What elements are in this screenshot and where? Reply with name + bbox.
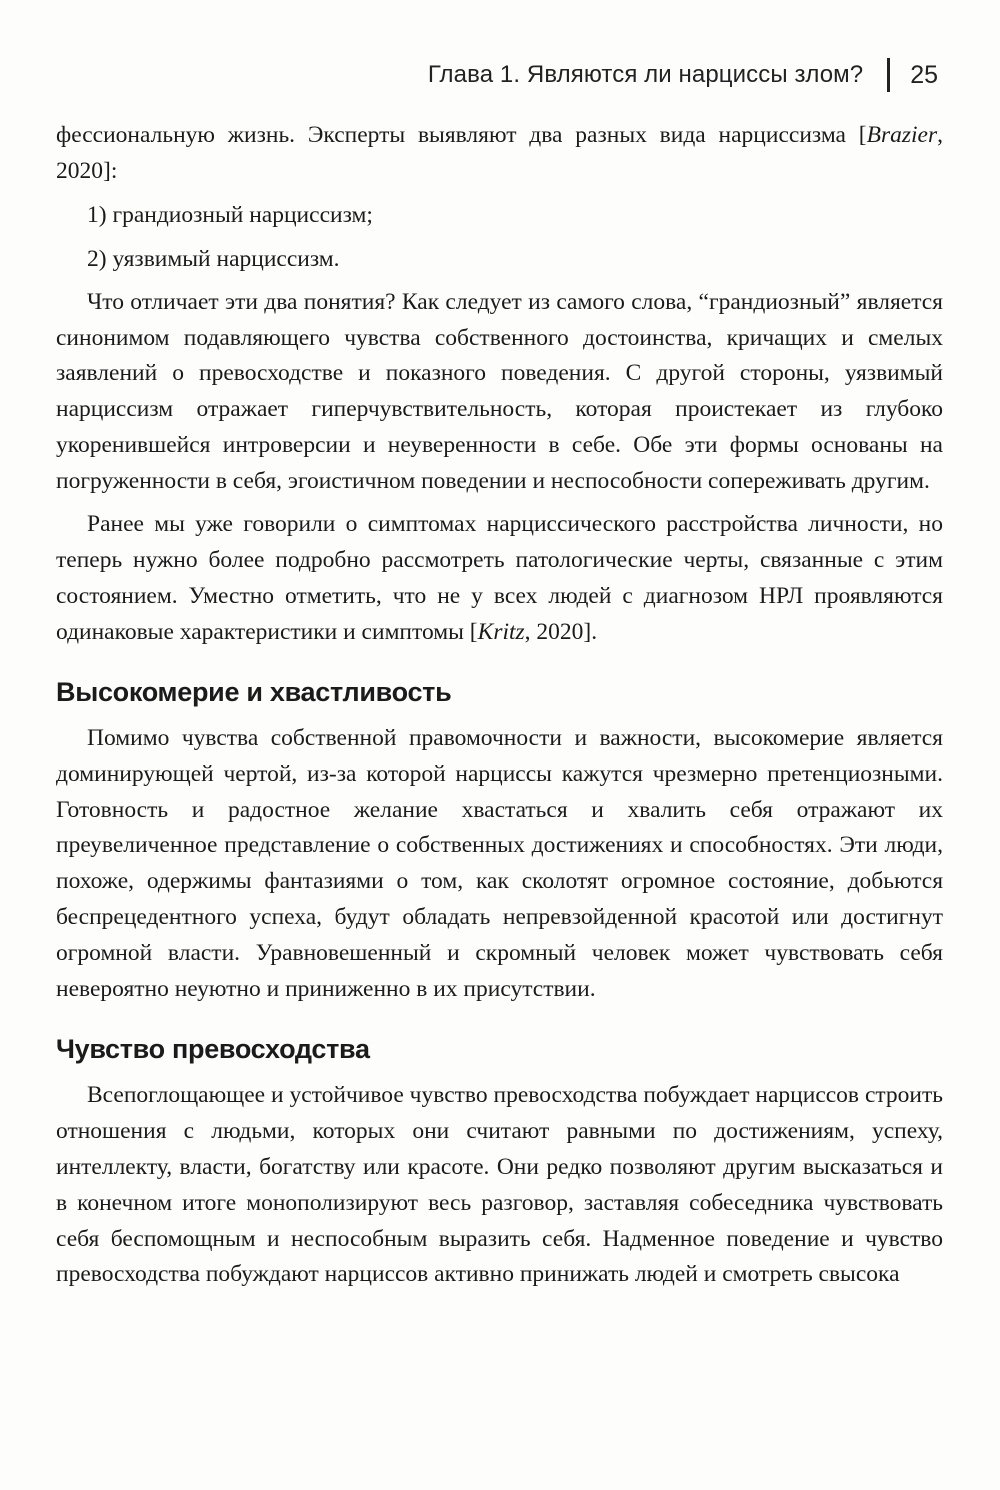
paragraph-arrogance: Помимо чувства собственной правомочности и важности, высокомерие является доминирующей чертой, из-за которой нарциссы кажутся чрезмерно претенциозными. Готовность и радостное желание хвастаться и хвалить себя отражают их преувеличенное представление о собственных достижениях и способностях. Эти люди, похоже, одержимы фантазиями о том, как сколотят огромное состояние, добьются беспрецедентного успеха, будут обладать непревзойденной красотой или достигнут огромной власти. Уравновешенный и скромный человек может чувствовать себя невероятно неуютно и приниженно в их присутствии. <box>56 724 943 1003</box>
intro-text: фессиональную жизнь. Эксперты выявляют два разных вида нарциссизма [ <box>56 122 867 148</box>
citation-brazier: Brazier <box>866 122 938 148</box>
header-separator <box>887 58 890 92</box>
page-number: 25 <box>910 60 938 89</box>
page-body <box>56 118 943 1293</box>
section-heading-superiority: Чувство превосходства <box>56 1033 370 1064</box>
section-heading-arrogance: Высокомерие и хвастливость <box>56 676 452 707</box>
chapter-title: Глава 1. Являются ли нарциссы злом? <box>427 61 864 88</box>
list-item: 2) уязвимый нарциссизм. <box>87 245 340 272</box>
paragraph-symptoms <box>56 507 943 651</box>
paragraph-superiority: Всепоглощающее и устойчивое чувство превосходства побуждает нарциссов строить отношения с людьми, которых они считают равными по достижениям, успеху, интеллекту, власти, богатству или красоте. Они редко позволяют другим высказаться и в конечном итоге монополизируют весь разговор, заставляя собеседника чувствовать себя беспомощным и неспособным выразить себя. Надменное поведение и чувство превосходства побуждают нарциссов активно принижать людей и смотреть свысока <box>56 1081 943 1288</box>
intro-text-tail: , 2020]: <box>56 122 943 184</box>
running-header <box>400 52 938 98</box>
list-item: 1) грандиозный нарциссизм; <box>87 201 373 228</box>
paragraph-distinction: Что отличает эти два понятия? Как следует из самого слова, “грандиозный” является синонимом подавляющего чувства собственного достоинства, кричащих и смелых заявлений о превосходстве и показного поведения. С другой стороны, уязвимый нарциссизм отражает гиперчувствительность, которая проистекает из глубоко укоренившейся интроверсии и неуверенности в себе. Обе эти формы основаны на погруженности в себя, эгоистичном поведении и неспособности сопереживать другим. <box>56 288 943 495</box>
symptoms-text-tail: , 2020]. <box>524 618 598 645</box>
citation-kritz: Kritz <box>477 618 525 645</box>
intro-paragraph <box>56 118 943 190</box>
symptoms-text: Ранее мы уже говорили о симптомах нарциссического расстройства личности, но теперь нужно более подробно рассмотреть патологические черты, связанные с этим состоянием. Уместно отметить, что не у всех людей с диагнозом НРЛ проявляются одинаковые характеристики и симптомы [ <box>56 511 943 645</box>
